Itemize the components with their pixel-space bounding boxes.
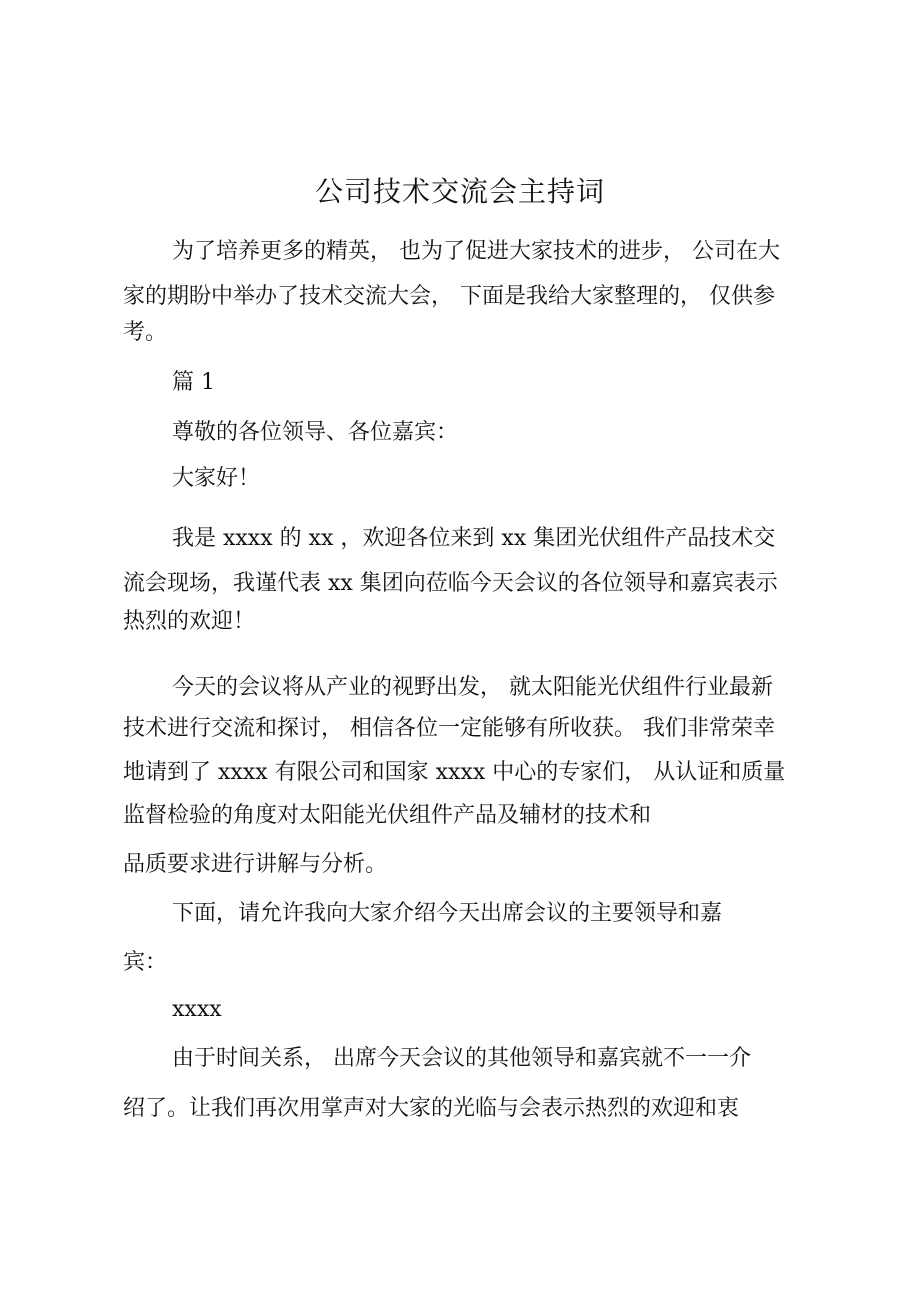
section-label: 篇 1 <box>172 370 215 395</box>
text-line: 绍了。让我们再次用掌声对大家的光临与会表示热烈的欢迎和衷 <box>123 1096 740 1121</box>
text-line: 考。 <box>123 320 168 345</box>
text-line: 由于时间关系， 出席今天会议的其他领导和嘉宾就不一一介 <box>172 1046 751 1071</box>
text-line: 监督检验的角度对太阳能光伏组件产品及辅材的技术和 <box>123 803 652 828</box>
text-line: 家的期盼中举办了技术交流大会， 下面是我给大家整理的， 仅供参 <box>123 284 775 309</box>
text-line: 今天的会议将从产业的视野出发， 就太阳能光伏组件行业最新 <box>172 675 773 700</box>
text-line: 品质要求进行讲解与分析。 <box>123 852 388 877</box>
text-line: 下面，请允许我向大家介绍今天出席会议的主要领导和嘉 <box>172 901 723 926</box>
greeting: 大家好！ <box>172 466 261 491</box>
text-line: 我是 xxxx 的 xx ，欢迎各位来到 xx 集团光伏组件产品技术交 <box>172 526 776 551</box>
document-title: 公司技术交流会主持词 <box>314 175 605 208</box>
text-line: 地请到了 xxxx 有限公司和国家 xxxx 中心的专家们， 从认证和质量 <box>123 760 786 785</box>
guest-placeholder: xxxx <box>172 997 222 1022</box>
text-line: 技术进行交流和探讨， 相信各位一定能够有所收获。 我们非常荣幸 <box>123 716 775 741</box>
salutation: 尊敬的各位领导、各位嘉宾： <box>172 420 459 445</box>
text-line: 流会现场，我谨代表 xx 集团向莅临今天会议的各位领导和嘉宾表示 <box>123 571 778 596</box>
text-line: 热烈的欢迎！ <box>123 609 256 634</box>
text-line: 宾： <box>123 950 168 975</box>
text-line: 为了培养更多的精英， 也为了促进大家技术的进步， 公司在大 <box>172 239 780 264</box>
